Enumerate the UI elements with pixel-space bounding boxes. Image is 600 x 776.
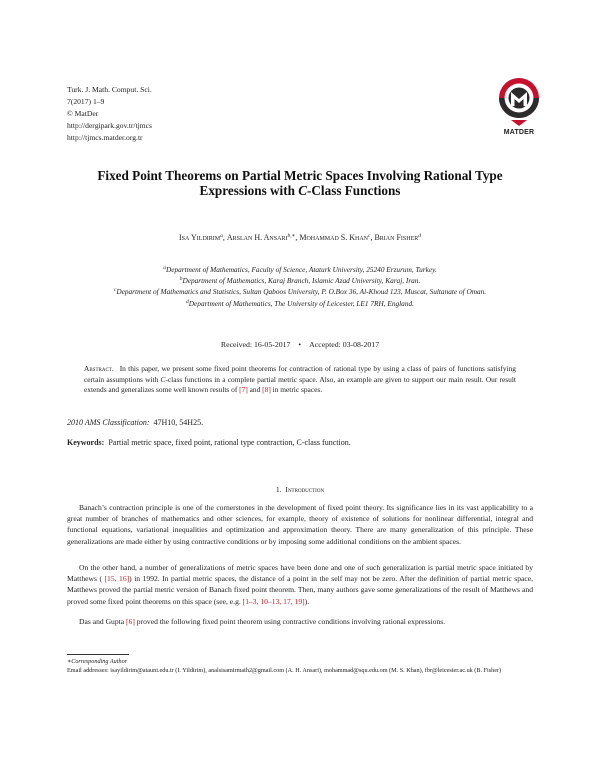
matder-logo-icon <box>497 76 541 128</box>
footnotes <box>67 657 533 675</box>
journal-copyright: © MatDer <box>67 109 99 118</box>
abstract-italic-c: C <box>160 374 166 384</box>
author-affil-mark: c <box>368 233 371 239</box>
paragraph-fragment: ) in 1992. In partial metric spaces, the distance of a point in the self may not be zero. After the definition of partial metric space, Matthews proved the partial metric version of Banach fixed point theorem. Then, many authors gave some generalizations of the result of Matthews and proved some fixed point theorems on this space (see, e.g. <box>67 574 533 606</box>
journal-name: Turk. J. Math. Comput. Sci. <box>67 85 152 94</box>
keywords-label: Keywords: <box>67 438 105 447</box>
author-name: Isa Yildirim <box>178 233 221 242</box>
journal-url-tjmcs[interactable]: http://tjmcs.matder.org.tr <box>67 133 143 142</box>
citation-link[interactable]: [8] <box>262 385 271 395</box>
ams-value: 47H10, 54H25. <box>153 418 204 427</box>
keywords-value: Partial metric space, fixed point, rational type contraction, C-class function. <box>108 438 351 447</box>
affiliation-text: Department of Mathematics, Karaj Branch, Islamic Azad University, Karaj, Iran. <box>182 276 421 286</box>
paragraph-text <box>67 616 533 627</box>
keywords <box>67 438 351 447</box>
footnote-divider <box>67 654 129 655</box>
citation-link[interactable]: [15, 16] <box>104 574 130 584</box>
section-number: 1. <box>275 485 282 494</box>
journal-url-dergipark[interactable]: http://dergipark.gov.tr/tjmcs <box>67 121 152 130</box>
matder-logo <box>497 76 541 138</box>
affiliation-item <box>30 298 570 309</box>
paragraph-1 <box>67 502 533 547</box>
author-list: Isa Yildirim$^a$, Arslan H. Ansari$^{b,∗}$, Mohammad S. Khan$^c$, Brian Fisher$^d$ <box>178 233 422 242</box>
citation-link[interactable]: [7] <box>239 385 248 395</box>
affiliations <box>30 264 570 309</box>
title-line-2-pre: Expressions with <box>199 183 299 198</box>
title-line-1: Fixed Point Theorems on Partial Metric Spaces Involving Rational Type <box>97 168 503 183</box>
affiliation-mark: b <box>179 276 183 283</box>
paragraph-fragment: On the other hand, a number of generalizations of metric spaces have been done and one of such generalization is partial metric space initiated by Matthews ( <box>67 563 533 584</box>
email-addresses: Email addresses: isayildirim@atauni.edu.tr (I. Yildirim), analsisamirmath2@gmail.com (A. H. Ansari), mohammad@squ.edu.om (M. S. Khan), fbr@leicester.ac.uk (B. Fisher) <box>67 667 502 674</box>
submission-dates <box>60 340 540 349</box>
paragraph-fragment: ). <box>304 596 310 606</box>
section-heading <box>60 485 540 494</box>
author-affil-mark: b,∗ <box>287 233 296 239</box>
author-name: Brian Fisher <box>374 233 419 242</box>
title-line-2-post: -Class Functions <box>307 183 401 198</box>
paragraph-fragment: Das and Gupta <box>79 617 127 626</box>
affiliation-mark: c <box>113 287 117 294</box>
paragraph-fragment: proved the following fixed point theorem using contractive conditions involving rational expressions. <box>134 617 446 626</box>
paragraph-text: Banach’s contraction principle is one of the cornerstones in the development of fixed point theory. Its significance lies in its vast applicability to a great number of branches of mathematics and other sciences, for example, theory of existence of solutions for nonlinear differential, integral and functional equations, variational inequalities and optimization and approximation theory. There are many generalization of this principle. These generalizations are made either by using contractive conditions or by imposing some additional conditions on the ambient spaces. <box>67 503 533 546</box>
paper-title <box>60 168 540 198</box>
ams-classification <box>67 418 203 427</box>
author-affil-mark: d <box>418 233 422 239</box>
affiliation-mark: d <box>186 298 189 305</box>
journal-info <box>67 84 152 144</box>
abstract-text: -class functions in a complete partial metric space. Also, an example are given to support our main result. Our result extends and generalizes some well known results of <box>84 374 516 395</box>
section-title: Introduction <box>285 485 325 494</box>
affiliation-mark: a <box>163 265 166 271</box>
abstract-label: Abstract. <box>84 364 114 373</box>
abstract <box>84 364 516 396</box>
affiliation-item <box>30 275 570 286</box>
bullet-separator: • <box>298 340 302 349</box>
affiliation-text: Department of Mathematics, The University of Leicester, LE1 7RH, England. <box>188 298 414 308</box>
abstract-text: and <box>247 385 263 395</box>
title-line-2-italic: C <box>298 183 308 198</box>
journal-volume: 7(2017) 1–9 <box>67 97 105 106</box>
corresponding-author-note: ∗Corresponding Author <box>67 658 128 665</box>
abstract-text: in metric spaces. <box>270 385 323 395</box>
author-name: Mohammad S. Khan <box>299 233 369 242</box>
affiliation-item <box>30 264 570 275</box>
citation-link[interactable]: [6] <box>126 617 135 626</box>
author-name: Arslan H. Ansari <box>226 233 288 242</box>
paragraph-2 <box>67 562 533 607</box>
author-affil-mark: a <box>220 233 223 239</box>
abstract-text: In this paper, we present some fixed point theorems for contraction of rational type by using a class of pairs of functions satisfying certain assumptions with <box>84 364 516 384</box>
paragraph-3 <box>67 616 533 627</box>
received-date: Received: 16-05-2017 <box>220 340 291 349</box>
accepted-date: Accepted: 03-08-2017 <box>309 340 380 349</box>
affiliation-text: Department of Mathematics, Faculty of Science, Ataturk University, 25240 Erzurum, Turkey. <box>165 265 437 274</box>
ams-label: 2010 AMS Classification: <box>67 418 150 427</box>
matder-logo-text: MATDER <box>503 129 535 136</box>
paragraph-text <box>67 562 533 607</box>
affiliation-item <box>30 286 570 297</box>
affiliation-text: Department of Mathematics and Statistics, Sultan Qaboos University, P. O.Box 36, Al-Khoud 123, Muscat, Sultanate of Oman. <box>116 287 487 297</box>
title-line-2 <box>60 183 540 198</box>
citation-link[interactable]: [1–3, 10–13, 17, 19] <box>242 596 305 606</box>
